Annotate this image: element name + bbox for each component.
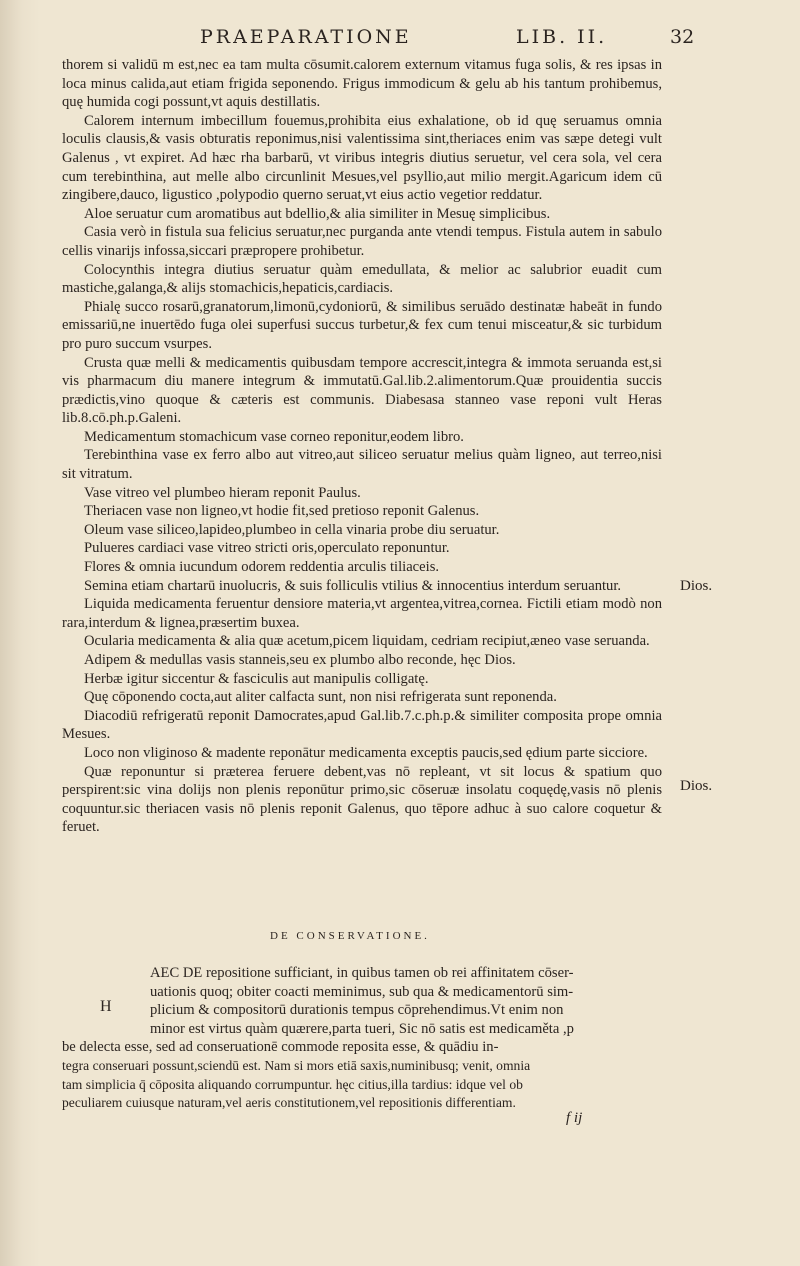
paragraph: Calorem internum imbecillum fouemus,prohibita eius exhalatione, ob id quę seruamus omnia loculis clausis,& vasis obturatis reponimus,nisi valentissima sint,theriaces enim vas sæpe detegi vult Galenus , vt expiret. Ad hæc rha barbarū, vt viribus integris diutius seruetur, vel cera sola, vel cera cum terebinthina, aut melle albo circunlinit Mesues,vel psyllio,aut milio mergit.Agaricum idem cū zingibere,dauco, ligustico ,polypodio querno seruat,vt eius actio vegetior reddatur.	[62, 112, 662, 204]
paragraph: thorem si validū m est,nec ea tam multa cōsumit.calorem externum vitamus fuga solis, & res ipsas in loca minus calida,aut etiam frigida seponendo. Frigus immodicum & gelu ab his tantum prohibemus, quę humida cogi possunt,vt aquis destillatis.	[62, 57, 662, 111]
paragraph: Terebinthina vase ex ferro albo aut vitreo,aut siliceo seruatur melius quàm ligneo, aut terreo,nisi sit vitratum.	[62, 447, 662, 483]
text-line: plicium & compositorū durationis tempus cōprehendimus.Vt enim non	[150, 1002, 564, 1019]
final-paragraph	[62, 964, 662, 1113]
paragraph: Adipem & medullas vasis stanneis,seu ex plumbo albo reconde, hęc Dios.	[84, 652, 516, 668]
paragraph: Casia verò in fistula sua felicius seruatur,nec purganda ante vtendi tempus. Fistula autem in sabulo cellis vinarijs infossa,siccari præpropere prohibetur.	[62, 224, 662, 259]
text-line: peculiarem cuiusque naturam,vel aeris constitutionem,vel repositionis differentiam.	[62, 1095, 516, 1111]
page-header	[60, 26, 700, 52]
paragraph: Liquida medicamenta feruentur densiore materia,vt argentea,vitrea,cornea. Fictili etiam modò non rara,interdum & lignea,præsertim buxea.	[62, 596, 662, 631]
text-line: minor est virtus quàm quærere,parta tueri, Sic nō satis est medicaměta ,p	[150, 1020, 574, 1037]
text-line: tam simplicia q̄ cōposita aliquando corrumpuntur. hęc citius,illa tardius: idque vel ob	[62, 1076, 523, 1092]
paragraph: Medicamentum stomachicum vase corneo reponitur,eodem libro.	[84, 428, 464, 445]
margin-note: Dios.	[680, 578, 713, 594]
signature-mark: f ij	[566, 1110, 583, 1126]
text-line: AEC DE repositione sufficiant, in quibus tamen ob rei affinitatem cōser-	[150, 965, 574, 981]
paragraph: Loco non vliginoso & madente reponātur medicamenta exceptis paucis,sed ędium parte sicciore.	[84, 744, 648, 761]
paragraph: Semina etiam chartarū inuolucris, & suis folliculis vtilius & innocentius interdum seruantur.	[84, 577, 622, 594]
paragraph: Oleum vase siliceo,lapideo,plumbeo in cella vinaria probe diu seruatur.	[84, 521, 500, 538]
main-text	[62, 56, 662, 837]
page-number: 32	[670, 26, 695, 48]
paragraph: Theriacen vase non ligneo,vt hodie fit,sed pretioso reponit Galenus.	[84, 503, 480, 520]
drop-cap: H	[100, 998, 112, 1015]
paragraph: Crusta quæ melli & medicamentis quibusdam tempore accrescit,integra & immota seruanda est,si vis pharmacum diu manere integrum & immutatū.Gal.lib.2.alimentorum.Quæ prouidentia succis prædictis,vino quoque & cæteris est communis. Diabesasa stanneo vase reponi vult Heras lib.8.cō.ph.p.Galeni.	[62, 354, 662, 427]
paragraph: Flores & omnia iucundum odorem reddentia arculis tiliaceis.	[84, 559, 440, 576]
paragraph: Vase vitreo vel plumbeo hieram reponit Paulus.	[84, 484, 361, 501]
text-line: tegra conseruari possunt,sciendū est. Nam si mors etiā saxis,numinibusq; venit, omnia	[62, 1057, 531, 1073]
paragraph: Diacodiū refrigeratū reponit Damocrates,apud Gal.lib.7.c.ph.p.& similiter composita prope omnia Mesues.	[62, 707, 662, 743]
margin-note: Dios.	[680, 778, 713, 794]
paragraph: Pulueres cardiaci vase vitreo stricti oris,operculato reponuntur.	[84, 540, 450, 557]
paragraph: Herbæ igitur siccentur & fasciculis aut manipulis colligatę.	[84, 670, 429, 687]
text-line: be delecta esse, sed ad conseruationē commode reposita esse, & quādiu in-	[62, 1039, 499, 1056]
paragraph: Aloe seruatur cum aromatibus aut bdellio,& alia similiter in Mesuę simplicibus.	[84, 205, 551, 222]
paragraph: Phialę succo rosarū,granatorum,limonū,cydoniorū, & similibus seruādo destinatæ habeāt in fundo emissariū,ne inuertēdo fuga olei superfusi succus turbetur,& fex cum tenui misceatur,& sic turbidum pro puro succum vsurpes.	[62, 298, 662, 352]
paragraph: Quæ reponuntur si præterea feruere debent,vas nō repleant, vt sit locus & spatium quo perspirent:sic vina dolijs non plenis reponūtur primo,sic cōseruæ insolatu coquędę,vasis nō plenis coquuntur.sic theriacen vasis nō plenis reponit Galenus, quo tēpore adhuc à suo calore coquetur & feruet.	[62, 763, 662, 836]
paragraph: Quę cōponendo cocta,aut aliter calfacta sunt, non nisi refrigerata sunt reponenda.	[84, 689, 557, 706]
book-reference: LIB. II.	[516, 26, 608, 48]
text-line: uationis quoq; obiter coacti meminimus, sub qua & medicamentorū sim-	[150, 983, 574, 1000]
paragraph: Colocynthis integra diutius seruatur quàm emedullata, & melior ac salubrior euadit cum mastiche,galanga,& alijs stomachicis,hepaticis,cardiacis.	[62, 261, 662, 297]
running-head: PRAEPARATIONE	[200, 26, 412, 48]
section-heading: DE CONSERVATIONE.	[270, 930, 430, 942]
paragraph: Ocularia medicamenta & alia quæ acetum,picem liquidam, cedriam recipiut,æneo vase seruanda.	[84, 633, 650, 650]
